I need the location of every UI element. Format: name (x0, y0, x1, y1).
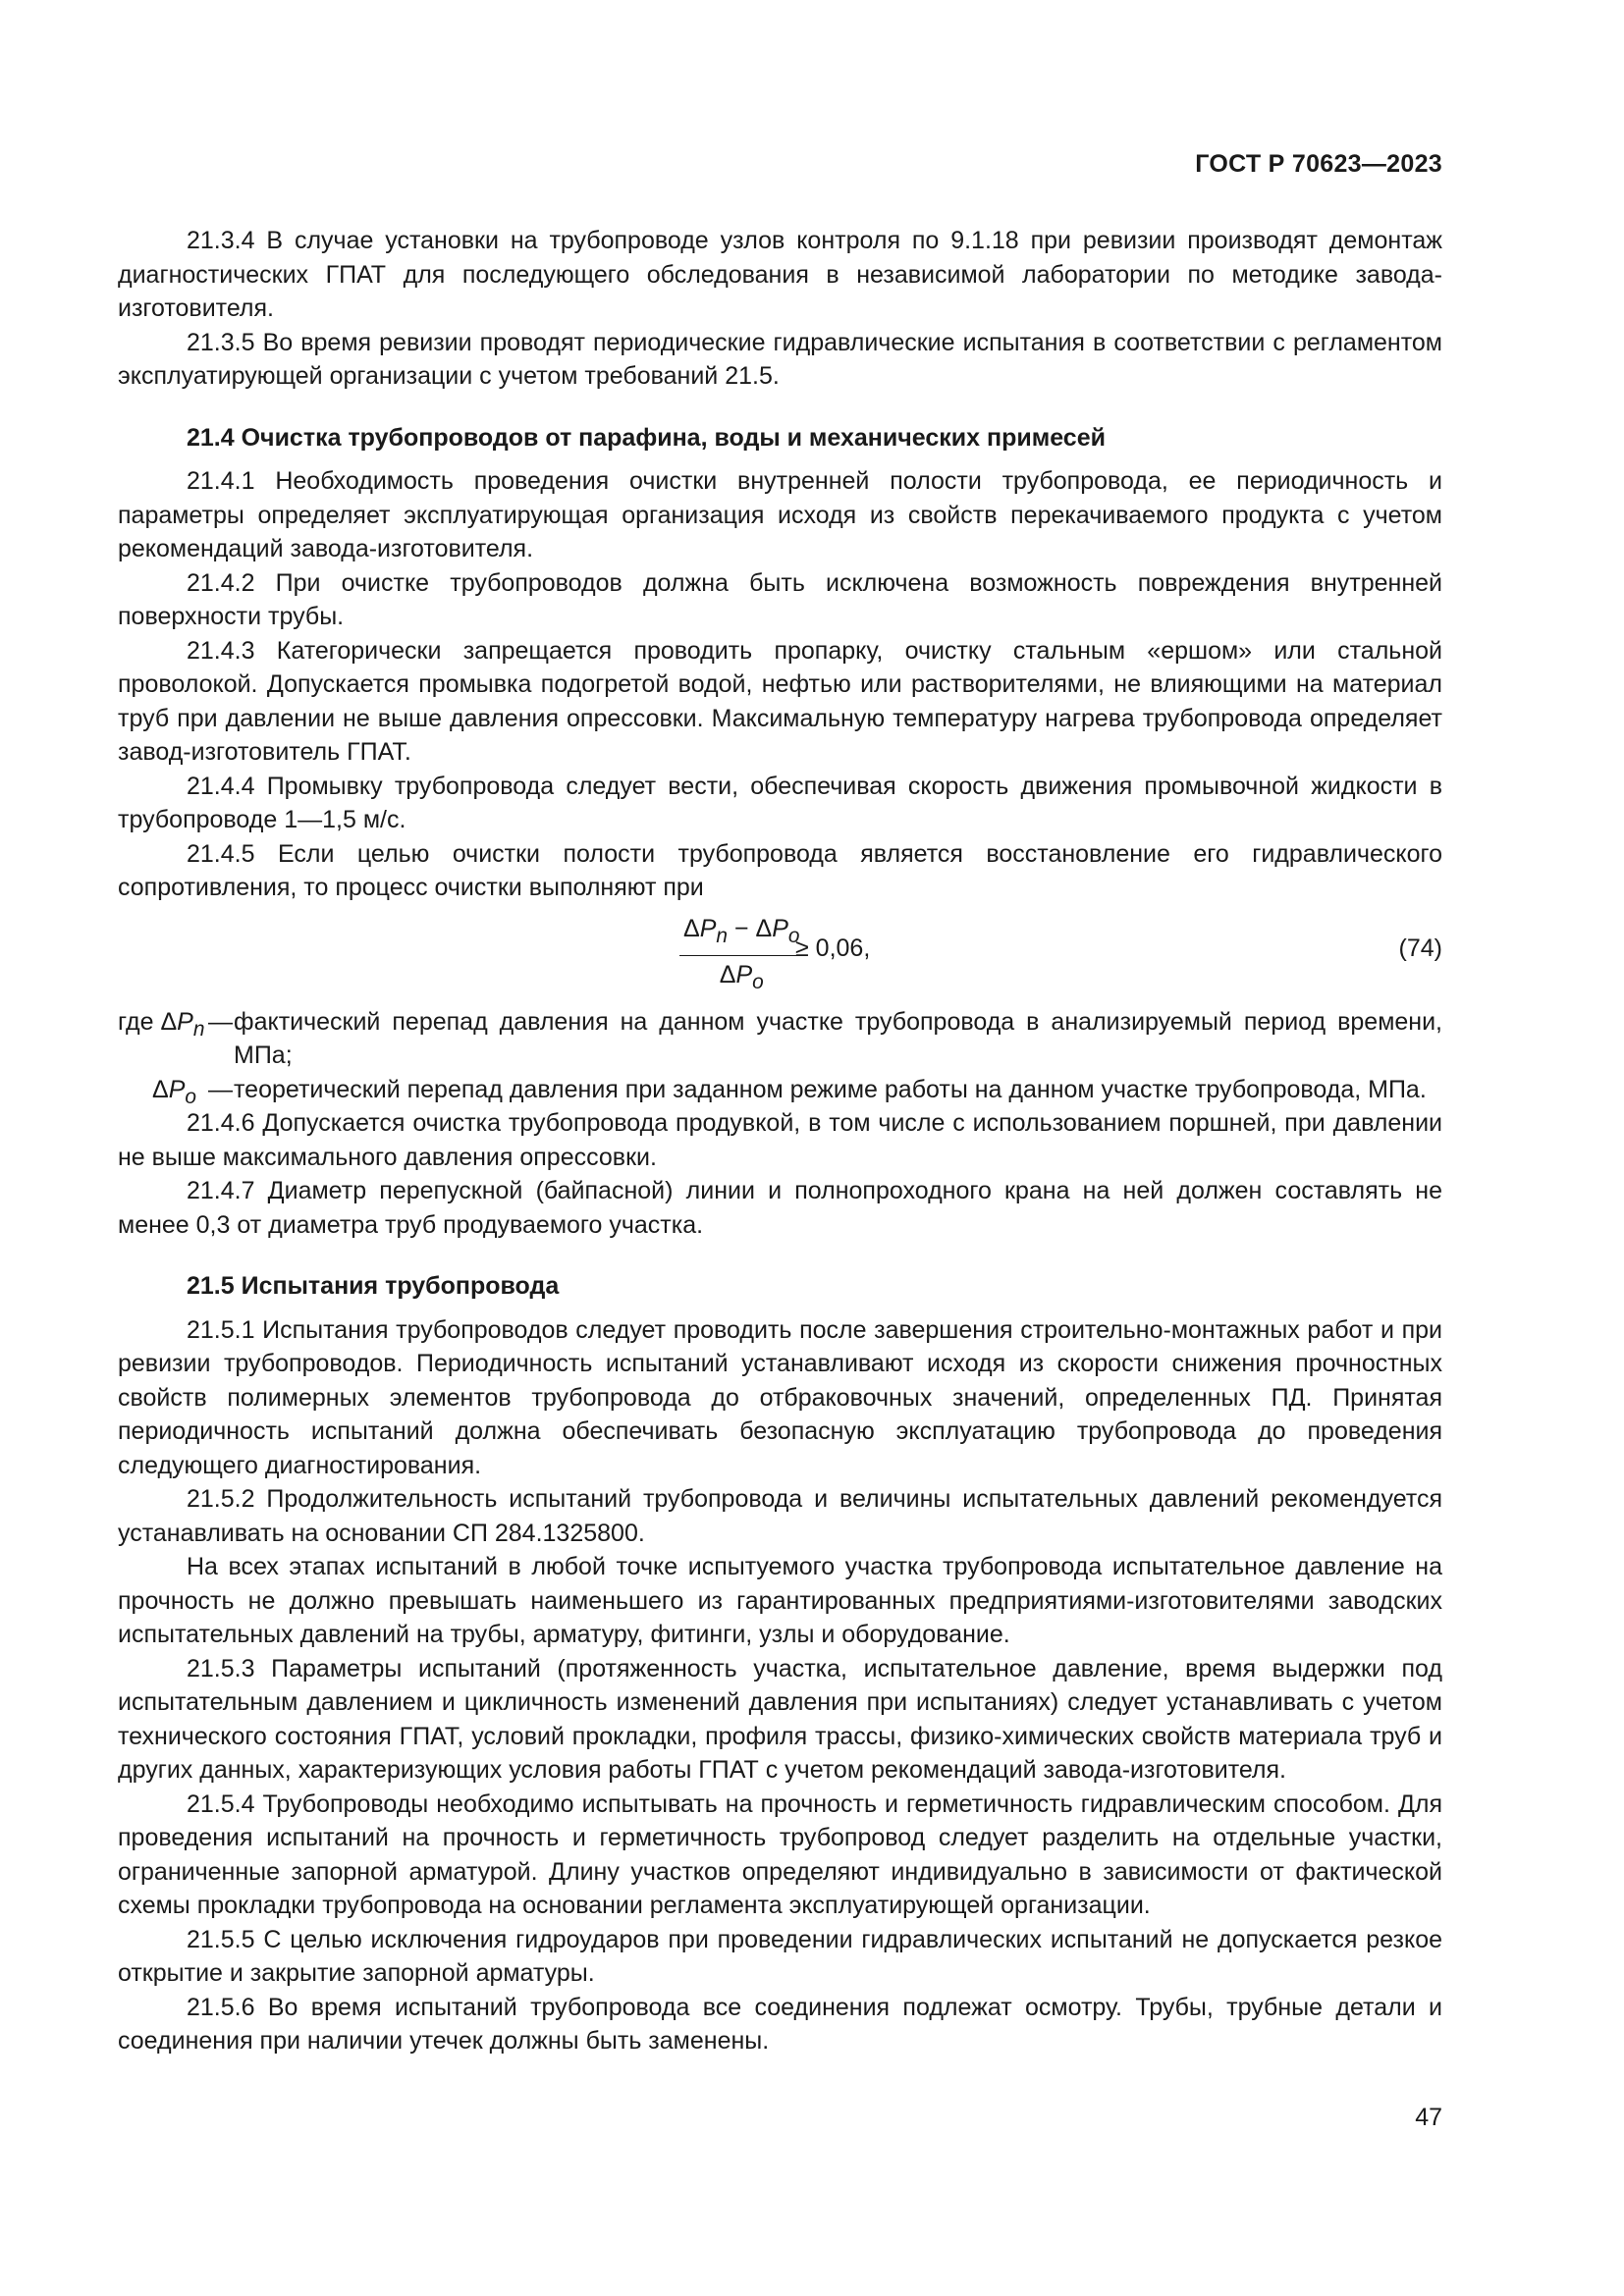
paragraph-21-5-3: 21.5.3 Параметры испытаний (протяженность участка, испытательное давление, время выдержки под испытательным давлением и цикличность изменений давления при испытаниях) следует устанавливать с учетом технического состояния ГПАТ, условий прокладки, профиля трассы, физико-химических свойств материала труб и других данных, характеризующих условия работы ГПАТ с учетом рекомендаций завода-изготовителя. (118, 1654, 1442, 1784)
explanation-row: $\Delta P_o$ — теоретический перепад давления при заданном режиме работы на данном участке трубопровода, МПа. (118, 1073, 1442, 1107)
formula-denominator: $\Delta P_o$ (719, 960, 764, 993)
formula-explanation (118, 1005, 1442, 1107)
paragraph-21-4-7: 21.4.7 Диаметр перепускной (байпасной) линии и полнопроходного крана на ней должен составлять не менее 0,3 от диаметра труб продуваемого участка. (118, 1177, 1442, 1239)
paragraph-21-5-4: 21.5.4 Трубопроводы необходимо испытывать на прочность и герметичность гидравлическим способом. Для проведения испытаний на прочность и герметичность трубопровод следует разделить на отдельные участки, ограниченные запорной арматурой. Длину участков определяют индивидуально в зависимости от фактической схемы прокладки трубопровода на основании регламента эксплуатирующей организации. (118, 1789, 1442, 1919)
paragraph-21-3-5: 21.3.5 Во время ревизии проводят периодические гидравлические испытания в соответствии с регламентом эксплуатирующей организации с учетом требований 21.5. (118, 328, 1442, 390)
paragraph-21-3-4: 21.3.4 В случае установки на трубопроводе узлов контроля по 9.1.18 при ревизии производят демонтаж диагностических ГПАТ для последующего обследования в независимой лаборатории по методике завода-изготовителя. (118, 227, 1442, 322)
explanation-text: теоретический перепад давления при заданном режиме работы на данном участке трубопровода, МПа. (234, 1075, 1427, 1103)
document-header: ГОСТ Р 70623—2023 (1195, 150, 1442, 178)
formula-74 (118, 913, 1442, 993)
paragraph-21-4-6: 21.4.6 Допускается очистка трубопровода продувкой, в том числе с использованием поршней, при давлении не выше максимального давления опрессовки. (118, 1109, 1442, 1171)
paragraph-21-5-2: 21.5.2 Продолжительность испытаний трубопровода и величины испытательных давлений рекомендуется устанавливать на основании СП 284.1325800. (118, 1485, 1442, 1547)
page-number: 47 (1415, 2104, 1442, 2131)
document-body (118, 224, 1442, 2058)
paragraph-21-4-2: 21.4.2 При очистке трубопроводов должна быть исключена возможность повреждения внутренней поверхности трубы. (118, 568, 1442, 630)
paragraph-21-5-2-cont: На всех этапах испытаний в любой точке испытуемого участка трубопровода испытательное давление на прочность не должно превышать наименьшего из гарантированных предприятиями-изготовителями заводских испытательных давлений на трубы, арматуру, фитинги, узлы и оборудование. (118, 1553, 1442, 1648)
section-title-21-4: 21.4 Очистка трубопроводов от парафина, воды и механических примесей (187, 423, 1106, 452)
paragraph-21-5-6: 21.5.6 Во время испытаний трубопровода все соединения подлежат осмотру. Трубы, трубные детали и соединения при наличии утечек должны быть заменены. (118, 1993, 1442, 2055)
formula-fraction (679, 913, 803, 998)
explanation-symbol-delta-po: $\Delta P_o$ (152, 1075, 196, 1108)
explanation-symbol-delta-pn: где $\Delta P_n$ (118, 1007, 205, 1041)
paragraph-21-4-4: 21.4.4 Промывку трубопровода следует вести, обеспечивая скорость движения промывочной жидкости в трубопроводе 1—1,5 м/с. (118, 772, 1442, 833)
paragraph-21-4-1: 21.4.1 Необходимость проведения очистки внутренней полости трубопровода, ее периодичность и параметры определяет эксплуатирующая организация исходя из свойств перекачиваемого продукта с учетом рекомендаций завода-изготовителя. (118, 467, 1442, 562)
paragraph-21-5-1: 21.5.1 Испытания трубопроводов следует проводить после завершения строительно-монтажных работ и при ревизии трубопроводов. Периодичность испытаний устанавливают исходя из скорости снижения прочностных свойств полимерных элементов трубопровода до отбраковочных значений, определенных ПД. Принятая периодичность испытаний должна обеспечивать безопасную эксплуатацию трубопровода до проведения следующего диагностирования. (118, 1315, 1442, 1479)
paragraph-21-4-3: 21.4.3 Категорически запрещается проводить пропарку, очистку стальным «ершом» или стальной проволокой. Допускается промывка подогретой водой, нефтью или растворителями, не влияющими на материал труб при давлении не выше давления опрессовки. Максимальную температуру нагрева трубопровода определяет завод-изготовитель ГПАТ. (118, 636, 1442, 766)
paragraph-21-5-5: 21.5.5 С целью исключения гидроударов при проведении гидравлических испытаний не допускается резкое открытие и закрытие запорной арматуры. (118, 1925, 1442, 1987)
explanation-text: фактический перепад давления на данном участке трубопровода в анализируемый период времени, МПа; (234, 1007, 1442, 1069)
explanation-row: где $\Delta P_n$ — фактический перепад давления на данном участке трубопровода в анализируемый период времени, МПа; (118, 1005, 1442, 1073)
section-title-21-5: 21.5 Испытания трубопровода (187, 1272, 560, 1300)
formula-rhs: ≥ 0,06, (795, 934, 871, 962)
paragraph-21-4-5: 21.4.5 Если целью очистки полости трубопровода является восстановление его гидравлического сопротивления, то процесс очистки выполняют при (118, 839, 1442, 901)
formula-numerator: $\Delta P_n - \Delta P_o$ (679, 913, 803, 956)
formula-number: (74) (1398, 934, 1442, 962)
